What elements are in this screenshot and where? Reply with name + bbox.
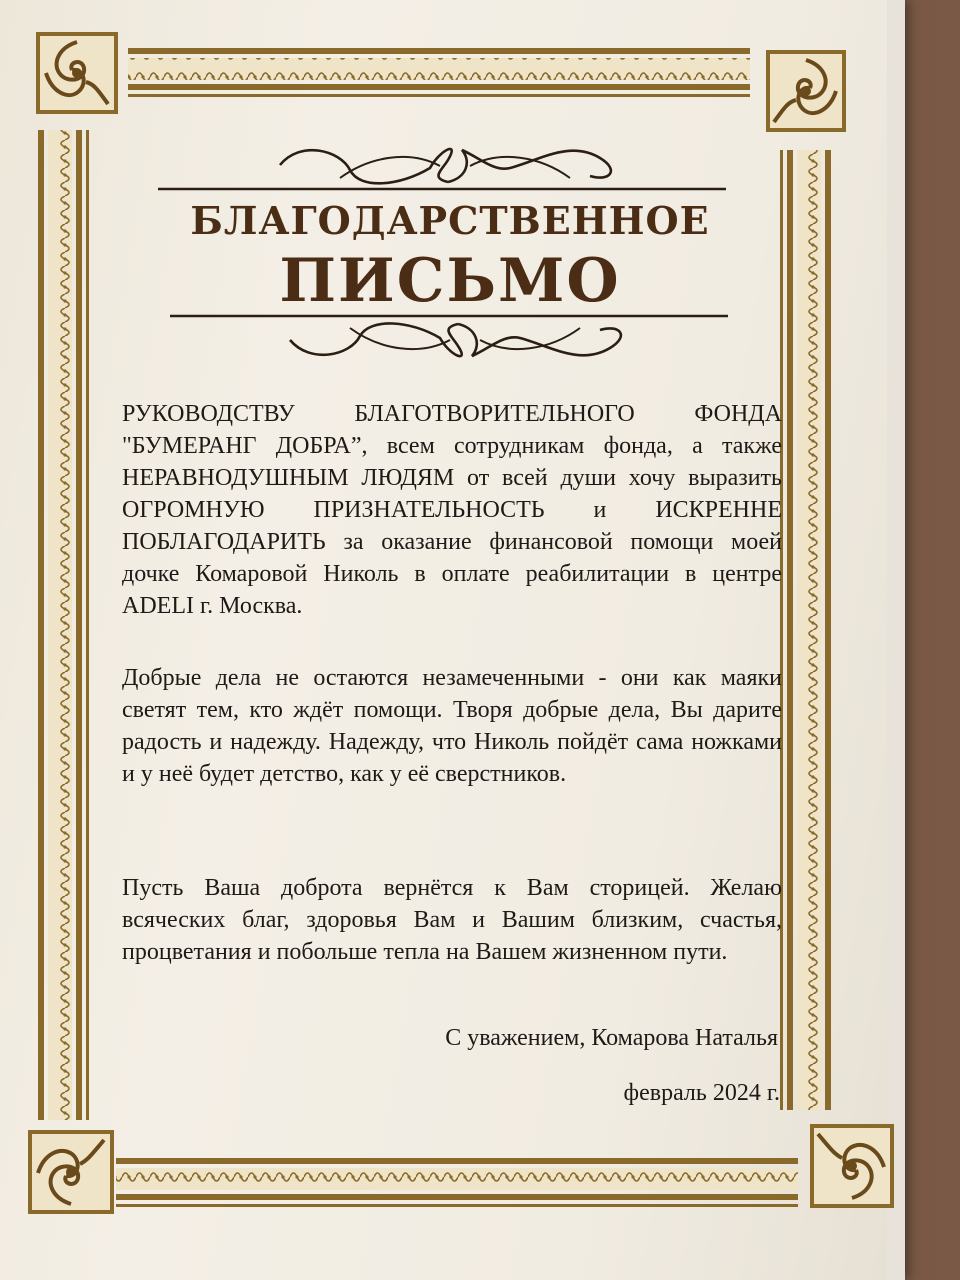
bottom-border: [116, 1158, 798, 1207]
title-line-1: БЛАГОДАРСТВЕННОЕ: [190, 198, 710, 243]
paragraph-good-deeds: Добрые дела не остаются незамеченными - они как маяки светят тем, кто ждёт помощи. Творя добрые дела, Вы дарите радость и надежду. Надежду, что Николь пойдёт сама ножками и у неё будет детство, как у её сверстников.: [122, 665, 782, 787]
top-border: [128, 48, 750, 97]
ornament-corner-icon: [38, 34, 116, 112]
title-line-2: ПИСЬМО: [279, 246, 621, 316]
right-border: [780, 150, 831, 1110]
ornament-corner-icon: [768, 52, 844, 130]
paragraph-wishes: Пусть Ваша доброта вернётся к Вам сторицей. Желаю всяческих благ, здоровья Вам и Вашим близким, счастья, процветания и побольше тепла на Вашем жизненном пути.: [122, 875, 782, 965]
scroll-flourish-icon: [158, 149, 726, 189]
certificate: [10, 0, 898, 1280]
scroll-flourish-icon: [170, 316, 728, 356]
signature: С уважением, Комарова Наталья: [445, 1025, 778, 1051]
paragraph-gratitude: РУКОВОДСТВУ БЛАГОТВОРИТЕЛЬНОГО ФОНДА "БУМЕРАНГ ДОБРА”, всем сотрудникам фонда, а также НЕРАВНОДУШНЫМ ЛЮДЯМ от всей души хочу выразить ОГРОМНУЮ ПРИЗНАТЕЛЬНОСТЬ и ИСКРЕННЕ ПОБЛАГОДАРИТЬ за оказание финансовой помощи моей дочке Комаровой Николь в оплате реабилитации в центре ADELI г. Москва.: [122, 401, 782, 619]
letter-date: февраль 2024 г.: [623, 1080, 780, 1106]
ornament-corner-icon: [30, 1132, 112, 1212]
ornament-corner-icon: [812, 1126, 892, 1206]
left-border: [38, 130, 89, 1120]
